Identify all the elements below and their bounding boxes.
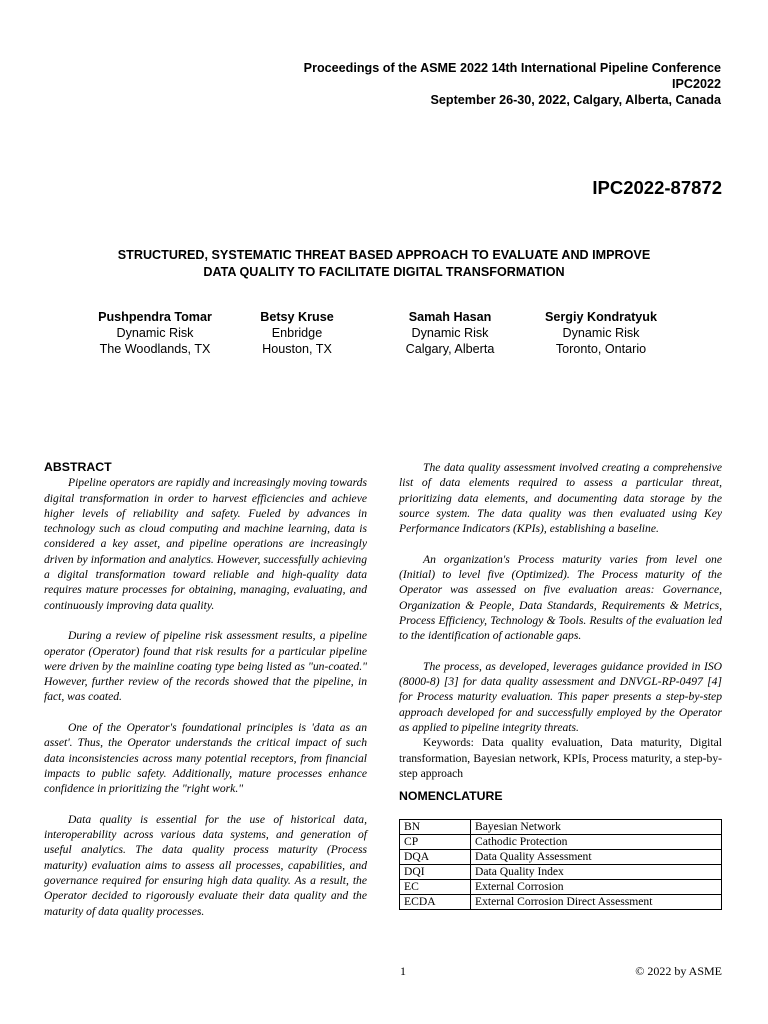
paper-id: IPC2022-87872 — [592, 177, 722, 198]
abstract-paragraph: During a review of pipeline risk assessment results, a pipeline operator (Operator) found that risk results for a particular pipeline were driven by the mainline coating type being listed as "un-coated." However, further review of the records showed that the pipeline, in fact, was coated. — [44, 629, 367, 704]
author-affiliation: Dynamic Risk — [562, 326, 640, 340]
title-line-2: DATA QUALITY TO FACILITATE DIGITAL TRANSFORMATION — [203, 265, 565, 279]
author-block — [511, 309, 691, 357]
abstract-paragraph: Data quality is essential for the use of historical data, interoperability across various data systems, and generation of useful analytics. The data quality process maturity (Process maturity) evaluation aims to assess all processes, capabilities, and governance required for ensuring high data quality. As a result, the Operator decided to rigorously evaluate their data quality and the maturity of data quality processes. — [44, 812, 367, 918]
nomenclature-table — [399, 819, 722, 910]
abbreviation: DQA — [400, 849, 471, 864]
right-column — [399, 460, 722, 910]
conference-header — [304, 60, 721, 108]
abstract-paragraph: Pipeline operators are rapidly and increasingly moving towards digital transformation in order to harvest efficiencies and achieve higher levels of reliability and safety. Fueled by advances in technology such as cloud computing and machine learning, data is considered a key asset, and pipeline operations are increasingly driven by information and analytics. However, successfully achieving a digital transformation toward reliable and high-quality data requires mature processes for obtaining, managing, evaluating, and continuously improving data quality. — [44, 476, 367, 612]
author-name: Pushpendra Tomar — [98, 310, 212, 324]
abbreviation: EC — [400, 879, 471, 894]
author-location: Calgary, Alberta — [405, 342, 495, 356]
definition: Data Quality Assessment — [471, 849, 722, 864]
author-name: Samah Hasan — [408, 310, 492, 324]
abbreviation: ECDA — [400, 894, 471, 909]
definition: Cathodic Protection — [471, 834, 722, 849]
definition: External Corrosion — [471, 879, 722, 894]
table-row — [400, 849, 722, 864]
author-affiliation: Dynamic Risk — [116, 326, 194, 340]
keywords: Keywords: Data quality evaluation, Data maturity, Digital transformation, Bayesian network, KPIs, Process maturity, a step-by-step approach — [399, 736, 722, 780]
abstract-paragraph: An organization's Process maturity varies from level one (Initial) to level five (Optimized). The Process maturity of the Operator was assessed on five evaluation areas: Governance, Organization & People, Data Standards, Requirements & Metrics, Process Efficiency, Technology & Tools. Results of the evaluation led to the identification of actionable gaps. — [399, 552, 722, 643]
abbreviation: CP — [400, 834, 471, 849]
table-row — [400, 834, 722, 849]
author-name: Sergiy Kondratyuk — [545, 310, 657, 324]
author-affiliation: Enbridge — [271, 326, 323, 340]
table-row — [400, 894, 722, 909]
author-location: The Woodlands, TX — [99, 342, 211, 356]
author-affiliation: Dynamic Risk — [411, 326, 489, 340]
abbreviation: BN — [400, 819, 471, 834]
abstract-paragraph: One of the Operator's foundational principles is 'data as an asset'. Thus, the Operator understands the critical impact of such data inconsistencies across many potential receptors, from financial impacts to public safety. Additionally, mature processes enhance confidence in prioritizing the "right work." — [44, 721, 367, 796]
definition: Bayesian Network — [471, 819, 722, 834]
left-column — [44, 460, 367, 934]
conference-name: Proceedings of the ASME 2022 14th International Pipeline Conference — [303, 61, 721, 75]
abstract-paragraph: The process, as developed, leverages guidance provided in ISO (8000-8) [3] for data quality assessment and DNVGL-RP-0497 [4] for Process maturity evaluation. This paper presents a step-by-step approach developed for and successfully employed by the Operator as applied to pipeline integrity threats. — [399, 659, 722, 735]
abstract-heading: ABSTRACT — [44, 460, 112, 474]
author-location: Toronto, Ontario — [555, 342, 647, 356]
copyright: © 2022 by ASME — [635, 964, 722, 978]
nomenclature-heading: NOMENCLATURE — [399, 789, 503, 804]
conference-dates: September 26-30, 2022, Calgary, Alberta, Canada — [430, 93, 721, 107]
page-number: 1 — [400, 964, 406, 978]
table-row — [400, 819, 722, 834]
definition: Data Quality Index — [471, 864, 722, 879]
table-row — [400, 879, 722, 894]
abbreviation: DQI — [400, 864, 471, 879]
title-line-1: STRUCTURED, SYSTEMATIC THREAT BASED APPROACH TO EVALUATE AND IMPROVE — [117, 248, 651, 262]
conference-code: IPC2022 — [671, 77, 721, 91]
table-row — [400, 864, 722, 879]
author-location: Houston, TX — [262, 342, 332, 356]
abstract-paragraph: The data quality assessment involved creating a comprehensive list of data elements required to assess a particular threat, prioritizing data elements, and documenting data storage by the source system. The data quality was then evaluated using Key Performance Indicators (KPIs), establishing a baseline. — [399, 461, 722, 536]
paper-title — [60, 247, 708, 281]
definition: External Corrosion Direct Assessment — [471, 894, 722, 909]
author-name: Betsy Kruse — [260, 310, 334, 324]
